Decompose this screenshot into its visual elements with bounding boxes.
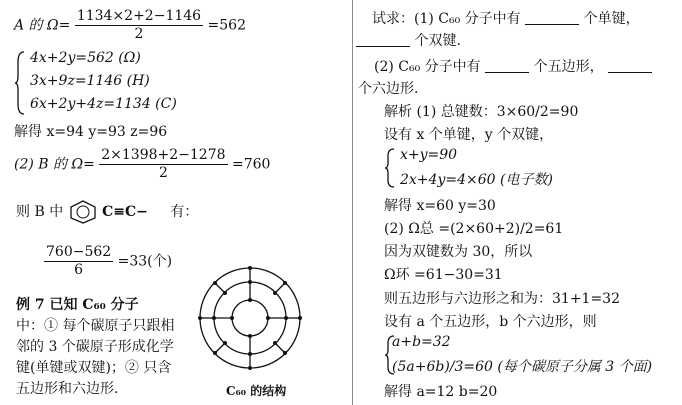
omega-total-line: (2) Ω总 =(2×60+2)/2=61 xyxy=(384,221,564,237)
solution-1: 解得 x=94 y=93 z=96 xyxy=(14,124,168,140)
answer-blank-pentagons[interactable] xyxy=(485,59,529,73)
example-line-5: 五边形和六边形. xyxy=(16,381,119,397)
example-line-4: 键(单键或双键)；② 只含 xyxy=(16,360,172,376)
system1-eq-2: 3x+9z=1146 (H) xyxy=(30,73,150,89)
count-denominator: 6 xyxy=(74,262,84,278)
omega-b-denominator: 2 xyxy=(158,165,168,181)
system1-eq-3: 6x+2y+4z=1134 (C) xyxy=(30,96,177,112)
omega-b-fraction xyxy=(99,147,227,182)
omega-b-equation xyxy=(14,147,270,182)
omega-a-denominator: 2 xyxy=(134,26,144,42)
answer-blank-double-bonds[interactable] xyxy=(356,33,410,47)
omega-a-result: =562 xyxy=(207,17,246,34)
omega-a-prefix: A 的 Ω= xyxy=(14,17,71,34)
solution-3: 解得 a=12 b=20 xyxy=(384,384,498,400)
example-line-1: 例 7 已知 C₆₀ 分子 xyxy=(16,297,139,313)
omega-b-result: =760 xyxy=(231,156,271,173)
question-1-line-1: 试求：(1) C₆₀ 分子中有 个单键， xyxy=(372,11,640,27)
system2-eq-1: x+y=90 xyxy=(400,147,458,163)
answer-blank-hexagons[interactable] xyxy=(608,59,652,73)
count-result: =33(个) xyxy=(117,253,173,270)
question-2-line-1: (2) C₆₀ 分子中有 个五边形， xyxy=(374,56,652,76)
omega-b-prefix: (2) B 的 Ω= xyxy=(14,156,95,173)
system3-eq-1: a+b=32 xyxy=(392,334,451,350)
ring-sum-line: 则五边形与六边形之和为：31+1=32 xyxy=(384,291,620,307)
omega-ring-line: Ω环 =61−30=31 xyxy=(384,267,503,283)
setup-line: 设有 x 个单键，y 个双键， xyxy=(384,127,554,143)
question-1-line-2: 个双键. xyxy=(356,30,461,50)
analysis-line: 解析 (1) 总键数：3×60/2=90 xyxy=(384,104,579,120)
omega-b-numerator: 2×1398+2−1278 xyxy=(101,147,226,163)
b-phrase-prefix: 则 B 中 xyxy=(16,204,64,220)
system3-eq-2: (5a+6b)/3=60 (每个碳原子分属 3 个面) xyxy=(392,359,653,375)
count-equation xyxy=(44,244,172,279)
b-structure-line xyxy=(16,200,198,224)
setup-2-line: 设有 a 个五边形，b 个六边形，则 xyxy=(384,314,597,330)
count-fraction xyxy=(44,244,113,279)
c60-structure-figure xyxy=(196,264,304,372)
example-line-3: 邻的 3 个碳原子形成化学 xyxy=(16,339,174,355)
benzene-ring-icon xyxy=(68,200,98,224)
omega-a-fraction xyxy=(75,8,203,43)
solution-2: 解得 x=60 y=30 xyxy=(384,198,496,214)
system2-eq-2: 2x+4y=4×60 (电子数) xyxy=(400,172,553,188)
column-divider xyxy=(352,0,353,405)
figure-caption: C₆₀ 的结构 xyxy=(226,384,287,398)
omega-a-numerator: 1134×2+2−1146 xyxy=(76,8,202,24)
brace-icon xyxy=(14,50,26,116)
b-phrase-suffix: 有： xyxy=(170,204,199,220)
brace-icon xyxy=(384,147,396,189)
omega-a-equation xyxy=(14,8,246,43)
count-numerator: 760−562 xyxy=(46,244,112,260)
double-bonds-line: 因为双键数为 30，所以 xyxy=(384,244,533,260)
system1-eq-1: 4x+2y=562 (Ω) xyxy=(30,50,141,66)
alkyne-group: C≡C− xyxy=(102,204,148,220)
answer-blank-single-bonds[interactable] xyxy=(525,11,579,25)
question-2-line-2: 个六边形. xyxy=(358,81,419,97)
example-line-2: 中：① 每个碳原子只跟相 xyxy=(16,318,175,334)
